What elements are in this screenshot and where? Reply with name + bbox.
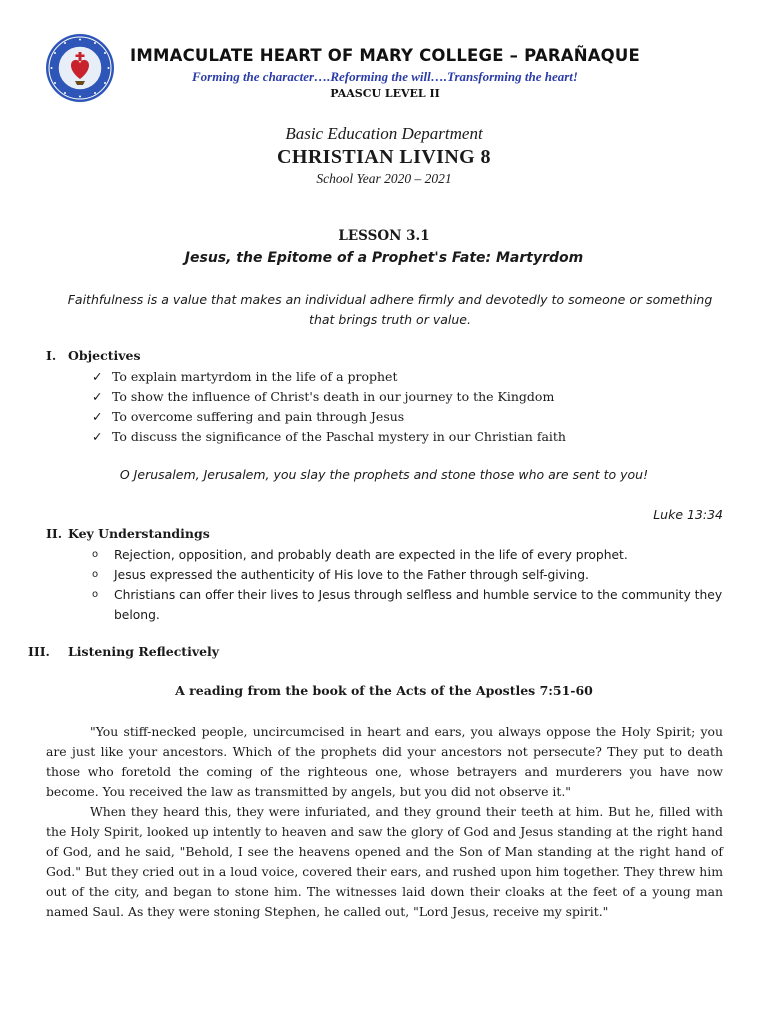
reading-text xyxy=(46,722,723,922)
objectives-heading xyxy=(46,348,141,363)
school-year: School Year 2020 – 2021 xyxy=(316,171,452,186)
subject-title: CHRISTIAN LIVING 8 xyxy=(277,146,491,168)
accreditation-level: PAASCU LEVEL II xyxy=(330,87,440,100)
lesson-intro: Faithfulness is a value that makes an individual adhere firmly and devotedly to someone or something that brings truth or value. xyxy=(67,292,713,327)
objective-text: To explain martyrdom in the life of a prophet xyxy=(112,369,398,384)
circle-bullet-icon: o xyxy=(92,549,99,560)
key-understandings-heading-label: Key Understandings xyxy=(68,526,210,541)
checkmark-icon: ✓ xyxy=(92,369,103,384)
checkmark-icon: ✓ xyxy=(92,429,103,444)
listening-heading-label: Listening Reflectively xyxy=(68,644,220,659)
objective-text: To overcome suffering and pain through Jesus xyxy=(112,409,405,424)
checkmark-icon: ✓ xyxy=(92,389,103,404)
list-item xyxy=(92,585,732,625)
objective-text: To discuss the significance of the Paschal mystery in our Christian faith xyxy=(112,429,566,444)
school-seal-icon xyxy=(45,33,115,103)
reading-paragraph: "You stiff-necked people, uncircumcised in heart and ears, you always oppose the Holy Spirit; you are just like your ancestors. Which of the prophets did your ancestors not persecute? They put to death those who foretold the coming of the righteous one, whose betrayers and murderers you have now become. You received the law as transmitted by angels, but you did not observe it." xyxy=(46,724,723,799)
key-understandings-numeral: II. xyxy=(46,526,63,541)
circle-bullet-icon: o xyxy=(92,589,99,600)
understanding-text: Jesus expressed the authenticity of His love to the Father through self-giving. xyxy=(114,568,589,582)
reading-paragraph: When they heard this, they were infuriated, and they ground their teeth at him. But he, filled with the Holy Spirit, looked up intently to heaven and saw the glory of God and Jesus standing at the right hand of God, and he said, "Behold, I see the heavens opened and the Son of Man standing at the right hand of God." But they cried out in a loud voice, covered their ears, and rushed upon him together. They threw him out of the city, and began to stone him. The witnesses laid down their cloaks at the feet of a young man named Saul. As they were stoning Stephen, he called out, "Lord Jesus, receive my spirit." xyxy=(46,804,723,919)
list-item xyxy=(92,407,566,427)
objectives-heading-label: Objectives xyxy=(68,348,141,363)
scripture-reference: Luke 13:34 xyxy=(653,507,723,522)
list-item xyxy=(92,427,566,447)
reading-title: A reading from the book of the Acts of the Apostles 7:51-60 xyxy=(175,683,593,698)
checkmark-icon: ✓ xyxy=(92,409,103,424)
lesson-title: Jesus, the Epitome of a Prophet's Fate: Martyrdom xyxy=(184,250,584,266)
key-understandings-heading xyxy=(46,526,210,541)
list-item xyxy=(92,387,566,407)
school-name: IMMACULATE HEART OF MARY COLLEGE – PARAÑAQUE xyxy=(130,46,640,65)
key-understandings-list xyxy=(92,545,732,625)
scripture-quote: O Jerusalem, Jerusalem, you slay the prophets and stone those who are sent to you! xyxy=(119,467,649,482)
list-item xyxy=(92,565,732,585)
list-item xyxy=(92,367,566,387)
objectives-list xyxy=(92,367,566,447)
school-motto: Forming the character….Reforming the will….Transforming the heart! xyxy=(192,69,578,84)
lesson-number: LESSON 3.1 xyxy=(338,228,430,244)
listening-heading xyxy=(28,644,219,659)
understanding-text: Rejection, opposition, and probably death are expected in the life of every prophet. xyxy=(114,548,628,562)
circle-bullet-icon: o xyxy=(92,569,99,580)
list-item xyxy=(92,545,732,565)
objectives-numeral: I. xyxy=(46,348,57,363)
listening-numeral: III. xyxy=(28,644,50,659)
understanding-text: Christians can offer their lives to Jesus through selfless and humble service to the community they belong. xyxy=(114,588,723,622)
department-name: Basic Education Department xyxy=(285,124,483,143)
objective-text: To show the influence of Christ's death in our journey to the Kingdom xyxy=(112,389,555,404)
